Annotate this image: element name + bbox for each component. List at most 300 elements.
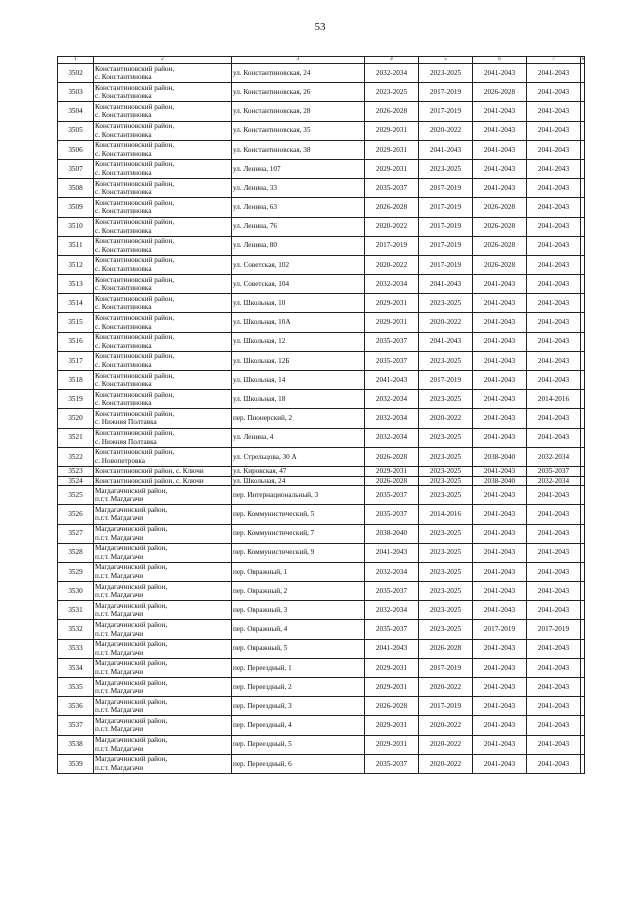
locality-text: п.г.т. Магдагачи [95,495,144,504]
address-cell: пер. Переездный, 5 [232,735,365,754]
empty-cell-col8 [581,466,585,476]
column-header: 2 [94,57,232,64]
row-number-cell: 3513 [58,275,94,294]
address-cell: ул. Константиновская, 35 [232,121,365,140]
district-cell [94,476,232,486]
empty-cell-col8 [581,198,585,217]
row-number-cell: 3515 [58,313,94,332]
district-cell [94,678,232,697]
table-row [58,582,585,601]
period-cell-col4: 2026-2028 [365,476,419,486]
district-text: Константиновский район, [95,141,175,150]
row-number-cell: 3519 [58,390,94,409]
table-body [58,64,585,774]
address-cell: ул. Ленина, 107 [232,159,365,178]
row-number-cell: 3506 [58,140,94,159]
period-cell-col4: 2026-2028 [365,198,419,217]
empty-cell-col8 [581,294,585,313]
period-cell-col7: 2032-2034 [527,447,581,466]
table-row [58,735,585,754]
period-cell-col7: 2041-2043 [527,428,581,447]
locality-text: п.г.т. Магдагачи [95,514,144,523]
period-cell-col4: 2029-2031 [365,313,419,332]
period-cell-col7: 2041-2043 [527,697,581,716]
period-cell-col7: 2014-2016 [527,390,581,409]
period-cell-col5: 2023-2025 [419,486,473,505]
district-cell [94,236,232,255]
row-number-cell: 3537 [58,716,94,735]
locality-text: с. Константиновка [95,380,152,389]
row-number-cell: 3514 [58,294,94,313]
period-cell-col7: 2041-2043 [527,582,581,601]
district-text: Константиновский район, [95,409,175,418]
empty-cell-col8 [581,275,585,294]
period-cell-col5: 2017-2019 [419,255,473,274]
period-cell-col4: 2032-2034 [365,275,419,294]
district-cell [94,140,232,159]
address-cell: ул. Ленина, 76 [232,217,365,236]
empty-cell-col8 [581,524,585,543]
empty-cell-col8 [581,428,585,447]
district-cell [94,64,232,83]
empty-cell-col8 [581,121,585,140]
district-text: Магдагачинский район, [95,601,168,610]
period-cell-col4: 2026-2028 [365,697,419,716]
period-cell-col5: 2020-2022 [419,313,473,332]
period-cell-col5: 2026-2028 [419,639,473,658]
table-row [58,390,585,409]
district-cell [94,658,232,677]
period-cell-col5: 2017-2019 [419,217,473,236]
period-cell-col5: 2017-2019 [419,198,473,217]
district-cell [94,198,232,217]
period-cell-col5: 2023-2025 [419,428,473,447]
period-cell-col7: 2041-2043 [527,179,581,198]
address-cell: пер. Овражный, 2 [232,582,365,601]
locality-text: п.г.т. Магдагачи [95,763,144,772]
row-number-cell: 3531 [58,601,94,620]
table-row [58,447,585,466]
period-cell-col4: 2032-2034 [365,562,419,581]
empty-cell-col8 [581,371,585,390]
period-cell-col7: 2041-2043 [527,140,581,159]
district-text: Магдагачинский район, [95,755,168,764]
period-cell-col4: 2017-2019 [365,236,419,255]
period-cell-col6: 2017-2019 [473,620,527,639]
district-text: Магдагачинский район, [95,678,168,687]
period-cell-col4: 2029-2031 [365,159,419,178]
row-number-cell: 3528 [58,543,94,562]
period-cell-col7: 2041-2043 [527,236,581,255]
row-number-cell: 3533 [58,639,94,658]
district-text: Константиновский район, [95,198,175,207]
column-header: 1 [58,57,94,64]
address-cell: ул. Советская, 104 [232,275,365,294]
table-row [58,543,585,562]
table-row [58,332,585,351]
period-cell-col4: 2035-2037 [365,754,419,773]
district-cell [94,447,232,466]
empty-cell-col8 [581,505,585,524]
address-cell: ул. Ленина, 80 [232,236,365,255]
table-row [58,294,585,313]
locality-text: с. Константиновка [95,399,152,408]
period-cell-col7: 2041-2043 [527,562,581,581]
district-text: Константиновский район, [95,64,175,73]
district-cell [94,179,232,198]
period-cell-col7: 2017-2019 [527,620,581,639]
address-cell: ул. Ленина, 4 [232,428,365,447]
period-cell-col7: 2032-2034 [527,476,581,486]
period-cell-col6: 2041-2043 [473,754,527,773]
period-cell-col4: 2035-2037 [365,179,419,198]
address-cell: пер. Переездный, 4 [232,716,365,735]
row-number-cell: 3523 [58,466,94,476]
period-cell-col6: 2026-2028 [473,217,527,236]
period-cell-col5: 2041-2043 [419,140,473,159]
district-text: Магдагачинский район, [95,716,168,725]
locality-text: с. Константиновка [95,149,152,158]
table-row [58,486,585,505]
period-cell-col7: 2041-2043 [527,313,581,332]
address-cell: ул. Школьная, 10 [232,294,365,313]
period-cell-col5: 2041-2043 [419,275,473,294]
period-cell-col7: 2041-2043 [527,275,581,294]
district-cell [94,543,232,562]
row-number-cell: 3505 [58,121,94,140]
period-cell-col4: 2026-2028 [365,447,419,466]
table-row [58,255,585,274]
empty-cell-col8 [581,697,585,716]
row-number-cell: 3525 [58,486,94,505]
row-number-cell: 3536 [58,697,94,716]
address-cell: ул. Школьная, 12Б [232,351,365,370]
district-text: Магдагачинский район, [95,640,168,649]
period-cell-col5: 2020-2022 [419,409,473,428]
period-cell-col7: 2041-2043 [527,601,581,620]
period-cell-col4: 2035-2037 [365,620,419,639]
address-cell: пер. Переездный, 2 [232,678,365,697]
district-text: Константиновский район, [95,256,175,265]
period-cell-col5: 2017-2019 [419,236,473,255]
district-text: Константиновский район, [95,102,175,111]
address-cell: ул. Кировская, 47 [232,466,365,476]
district-text: Константиновский район, [95,448,175,457]
district-text: Константиновский район, с. Ключи [95,466,204,475]
district-text: Константиновский район, [95,275,175,284]
district-cell [94,255,232,274]
period-cell-col4: 2020-2022 [365,255,419,274]
empty-cell-col8 [581,639,585,658]
period-cell-col4: 2032-2034 [365,409,419,428]
locality-text: с. Константиновка [95,226,152,235]
table-row [58,697,585,716]
period-cell-col5: 2017-2019 [419,371,473,390]
district-cell [94,217,232,236]
period-cell-col6: 2026-2028 [473,236,527,255]
district-cell [94,466,232,476]
address-cell: ул. Константиновская, 24 [232,64,365,83]
address-cell: пер. Пионерский, 2 [232,409,365,428]
row-number-cell: 3512 [58,255,94,274]
period-cell-col5: 2023-2025 [419,543,473,562]
period-cell-col4: 2029-2031 [365,716,419,735]
empty-cell-col8 [581,716,585,735]
period-cell-col6: 2041-2043 [473,428,527,447]
address-cell: пер. Интернациональный, 3 [232,486,365,505]
empty-cell-col8 [581,102,585,121]
period-cell-col7: 2041-2043 [527,294,581,313]
table-row [58,428,585,447]
period-cell-col6: 2041-2043 [473,524,527,543]
page-number: 53 [314,21,326,33]
empty-cell-col8 [581,351,585,370]
period-cell-col6: 2026-2028 [473,198,527,217]
address-cell: пер. Овражный, 3 [232,601,365,620]
period-cell-col7: 2035-2037 [527,466,581,476]
locality-text: с. Константиновка [95,92,152,101]
district-cell [94,754,232,773]
row-number-cell: 3526 [58,505,94,524]
row-number-cell: 3534 [58,658,94,677]
period-cell-col6: 2041-2043 [473,582,527,601]
period-cell-col4: 2041-2043 [365,639,419,658]
period-cell-col7: 2041-2043 [527,678,581,697]
housing-registry-table [57,56,585,774]
address-cell: ул. Стрельцова, 30 А [232,447,365,466]
row-number-cell: 3529 [58,562,94,581]
locality-text: с. Новопетровка [95,456,145,465]
district-text: Константиновский район, [95,83,175,92]
address-cell: пер. Овражный, 1 [232,562,365,581]
period-cell-col6: 2041-2043 [473,102,527,121]
period-cell-col6: 2041-2043 [473,371,527,390]
period-cell-col4: 2032-2034 [365,428,419,447]
period-cell-col6: 2041-2043 [473,486,527,505]
district-cell [94,582,232,601]
district-text: Константиновский район, [95,179,175,188]
period-cell-col4: 2032-2034 [365,390,419,409]
district-text: Константиновский район, [95,333,175,342]
row-number-cell: 3517 [58,351,94,370]
period-cell-col7: 2041-2043 [527,64,581,83]
district-text: Константиновский район, [95,237,175,246]
table-row [58,409,585,428]
period-cell-col6: 2041-2043 [473,658,527,677]
locality-text: с. Нижняя Полтавка [95,437,157,446]
address-cell: ул. Константиновская, 28 [232,102,365,121]
period-cell-col4: 2029-2031 [365,466,419,476]
district-cell [94,121,232,140]
table-row [58,275,585,294]
period-cell-col5: 2017-2019 [419,102,473,121]
district-text: Константиновский район, [95,371,175,380]
period-cell-col7: 2041-2043 [527,543,581,562]
address-cell: пер. Овражный, 4 [232,620,365,639]
period-cell-col7: 2041-2043 [527,658,581,677]
locality-text: п.г.т. Магдагачи [95,552,144,561]
period-cell-col5: 2023-2025 [419,294,473,313]
locality-text: п.г.т. Магдагачи [95,591,144,600]
address-cell: ул. Ленина, 63 [232,198,365,217]
period-cell-col6: 2026-2028 [473,83,527,102]
empty-cell-col8 [581,313,585,332]
table-row [58,159,585,178]
district-cell [94,486,232,505]
empty-cell-col8 [581,159,585,178]
row-number-cell: 3521 [58,428,94,447]
district-cell [94,332,232,351]
period-cell-col4: 2035-2037 [365,351,419,370]
empty-cell-col8 [581,658,585,677]
table-row [58,678,585,697]
locality-text: с. Константиновка [95,169,152,178]
period-cell-col5: 2041-2043 [419,332,473,351]
district-cell [94,524,232,543]
period-cell-col7: 2041-2043 [527,524,581,543]
period-cell-col4: 2035-2037 [365,486,419,505]
district-text: Магдагачинский район, [95,486,168,495]
district-text: Магдагачинский район, [95,505,168,514]
period-cell-col7: 2041-2043 [527,639,581,658]
column-header: 8 [582,57,585,62]
period-cell-col4: 2029-2031 [365,121,419,140]
address-cell: ул. Школьная, 12 [232,332,365,351]
district-text: Магдагачинский район, [95,659,168,668]
period-cell-col6: 2041-2043 [473,409,527,428]
period-cell-col6: 2041-2043 [473,601,527,620]
period-cell-col5: 2020-2022 [419,121,473,140]
empty-cell-col8 [581,64,585,83]
period-cell-col7: 2041-2043 [527,102,581,121]
period-cell-col5: 2020-2022 [419,678,473,697]
period-cell-col7: 2041-2043 [527,735,581,754]
period-cell-col6: 2041-2043 [473,179,527,198]
row-number-cell: 3511 [58,236,94,255]
district-cell [94,428,232,447]
district-cell [94,735,232,754]
district-text: Магдагачинский район, [95,736,168,745]
period-cell-col4: 2029-2031 [365,294,419,313]
district-cell [94,562,232,581]
address-cell: ул. Школьная, 14 [232,371,365,390]
district-cell [94,639,232,658]
column-header: 5 [419,57,473,64]
period-cell-col7: 2041-2043 [527,754,581,773]
period-cell-col7: 2041-2043 [527,351,581,370]
locality-text: п.г.т. Магдагачи [95,667,144,676]
table-row [58,198,585,217]
row-number-cell: 3502 [58,64,94,83]
period-cell-col5: 2023-2025 [419,447,473,466]
period-cell-col4: 2029-2031 [365,678,419,697]
empty-cell-col8 [581,332,585,351]
table-row [58,476,585,486]
period-cell-col7: 2041-2043 [527,159,581,178]
empty-cell-col8 [581,390,585,409]
period-cell-col4: 2020-2022 [365,217,419,236]
empty-cell-col8 [581,236,585,255]
period-cell-col5: 2023-2025 [419,159,473,178]
locality-text: с. Константиновка [95,130,152,139]
empty-cell-col8 [581,217,585,236]
table-row [58,121,585,140]
period-cell-col5: 2023-2025 [419,476,473,486]
table-row [58,64,585,83]
table-row [58,658,585,677]
row-number-cell: 3510 [58,217,94,236]
period-cell-col6: 2041-2043 [473,294,527,313]
locality-text: п.г.т. Магдагачи [95,725,144,734]
table-row [58,562,585,581]
period-cell-col5: 2020-2022 [419,716,473,735]
period-cell-col4: 2029-2031 [365,658,419,677]
row-number-cell: 3530 [58,582,94,601]
period-cell-col6: 2041-2043 [473,351,527,370]
period-cell-col4: 2035-2037 [365,332,419,351]
locality-text: с. Константиновка [95,360,152,369]
district-text: Константиновский район, [95,313,175,322]
table-row [58,102,585,121]
period-cell-col4: 2026-2028 [365,102,419,121]
address-cell: пер. Коммунистический, 9 [232,543,365,562]
period-cell-col6: 2041-2043 [473,678,527,697]
district-text: Магдагачинский район, [95,544,168,553]
period-cell-col4: 2032-2034 [365,601,419,620]
district-text: Константиновский район, [95,429,175,438]
district-cell [94,371,232,390]
empty-cell-col8 [581,140,585,159]
empty-cell-col8 [581,255,585,274]
locality-text: с. Константиновка [95,264,152,273]
district-text: Магдагачинский район, [95,563,168,572]
district-cell [94,159,232,178]
table-row [58,601,585,620]
locality-text: с. Константиновка [95,322,152,331]
period-cell-col6: 2041-2043 [473,543,527,562]
period-cell-col7: 2041-2043 [527,83,581,102]
locality-text: п.г.т. Магдагачи [95,629,144,638]
period-cell-col4: 2035-2037 [365,582,419,601]
locality-text: с. Константиновка [95,341,152,350]
period-cell-col6: 2041-2043 [473,275,527,294]
district-cell [94,313,232,332]
table-row [58,716,585,735]
column-header: 6 [473,57,527,64]
row-number-cell: 3509 [58,198,94,217]
locality-text: п.г.т. Магдагачи [95,610,144,619]
table-row [58,83,585,102]
row-number-cell: 3538 [58,735,94,754]
empty-cell-col8 [581,582,585,601]
district-cell [94,620,232,639]
period-cell-col5: 2023-2025 [419,351,473,370]
locality-text: с. Константиновка [95,303,152,312]
table-row [58,313,585,332]
table-row [58,524,585,543]
district-cell [94,716,232,735]
empty-cell-col8 [581,562,585,581]
period-cell-col5: 2023-2025 [419,620,473,639]
district-text: Магдагачинский район, [95,697,168,706]
row-number-cell: 3504 [58,102,94,121]
district-text: Константиновский район, с. Ключи [95,476,204,485]
period-cell-col6: 2041-2043 [473,466,527,476]
period-cell-col6: 2041-2043 [473,332,527,351]
period-cell-col6: 2041-2043 [473,64,527,83]
district-text: Магдагачинский район, [95,525,168,533]
period-cell-col6: 2038-2040 [473,447,527,466]
